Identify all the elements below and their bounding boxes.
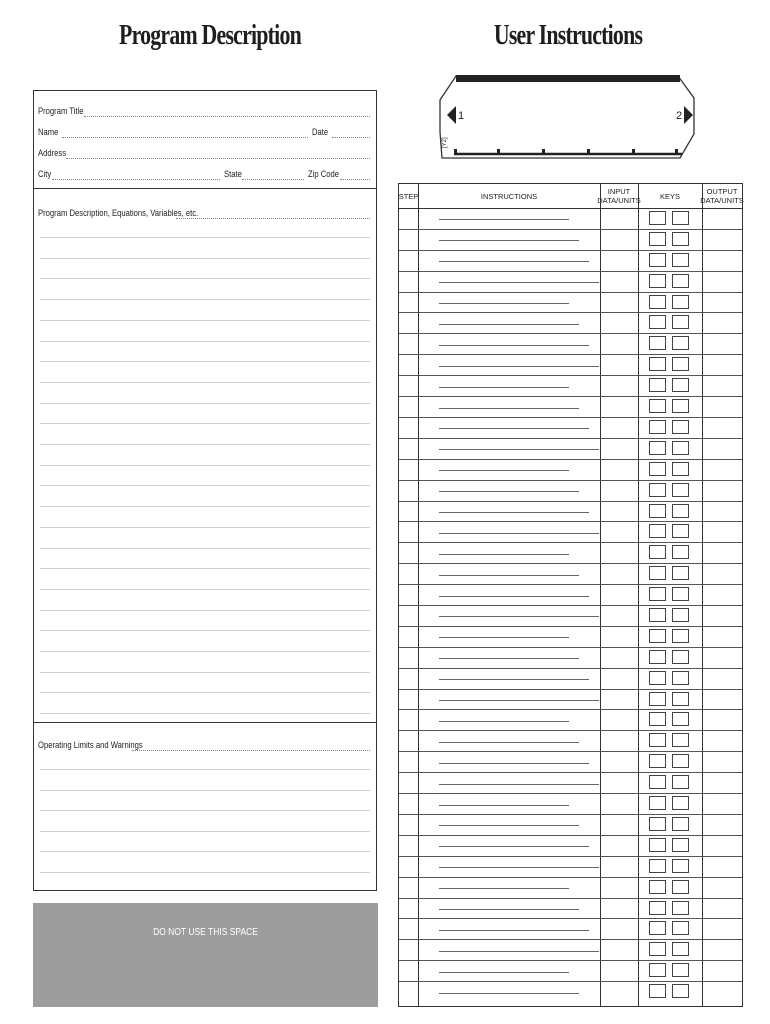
card-side-2: 2 (676, 110, 683, 122)
table-row-divider (399, 354, 742, 355)
instruction-line (439, 428, 589, 429)
instruction-line (439, 972, 569, 973)
key-box[interactable] (649, 901, 666, 915)
key-box[interactable] (649, 274, 666, 288)
instruction-line (439, 219, 569, 220)
instruction-line (439, 575, 579, 576)
description-line (40, 506, 370, 507)
instruction-line (439, 951, 599, 952)
key-box[interactable] (649, 650, 666, 664)
key-box[interactable] (649, 671, 666, 685)
table-row-divider (399, 542, 742, 543)
header-divider (399, 208, 742, 209)
key-box[interactable] (649, 692, 666, 706)
table-row-divider (399, 856, 742, 857)
key-box[interactable] (672, 274, 689, 288)
instruction-line (439, 408, 579, 409)
instruction-line (439, 324, 579, 325)
description-line (40, 341, 370, 342)
limits-line (40, 831, 370, 832)
key-box[interactable] (649, 984, 666, 998)
table-row-divider (399, 250, 742, 251)
instruction-line (439, 637, 569, 638)
table-row-divider (399, 501, 742, 502)
key-box[interactable] (649, 336, 666, 350)
limits-line (40, 790, 370, 791)
key-box[interactable] (672, 441, 689, 455)
key-box[interactable] (672, 504, 689, 518)
col-step-header: STEP (398, 191, 419, 201)
description-line (40, 444, 370, 445)
instruction-line (439, 240, 579, 241)
key-box[interactable] (672, 357, 689, 371)
key-box[interactable] (649, 733, 666, 747)
table-row-divider (399, 835, 742, 836)
description-line (40, 423, 370, 424)
zip-label: Zip Code (308, 169, 340, 179)
city-field[interactable] (52, 179, 220, 180)
instruction-line (439, 888, 569, 889)
instruction-line (439, 616, 599, 617)
description-line (40, 568, 370, 569)
instruction-line (439, 763, 589, 764)
key-box[interactable] (649, 253, 666, 267)
key-box[interactable] (672, 712, 689, 726)
key-box[interactable] (672, 524, 689, 538)
key-box[interactable] (649, 378, 666, 392)
instruction-line (439, 387, 569, 388)
key-box[interactable] (672, 901, 689, 915)
state-field[interactable] (242, 179, 304, 180)
key-box[interactable] (649, 545, 666, 559)
instruction-line (439, 282, 599, 283)
key-box[interactable] (672, 984, 689, 998)
description-line (40, 278, 370, 279)
key-box[interactable] (672, 629, 689, 643)
col-instructions-header: INSTRUCTIONS (480, 191, 538, 201)
program-title-field[interactable] (84, 116, 370, 117)
key-box[interactable] (649, 796, 666, 810)
table-row-divider (399, 981, 742, 982)
key-box[interactable] (649, 942, 666, 956)
table-row-divider (399, 689, 742, 690)
table-row-divider (399, 709, 742, 710)
key-box[interactable] (672, 608, 689, 622)
key-box[interactable] (649, 232, 666, 246)
instruction-line (439, 449, 599, 450)
key-box[interactable] (672, 859, 689, 873)
key-box[interactable] (672, 483, 689, 497)
key-box[interactable] (649, 483, 666, 497)
key-box[interactable] (649, 399, 666, 413)
description-line (40, 485, 370, 486)
table-row-divider (399, 563, 742, 564)
description-first-line (176, 218, 370, 219)
instruction-line (439, 554, 569, 555)
table-row-divider (399, 960, 742, 961)
description-line (40, 672, 370, 673)
table-row-divider (399, 480, 742, 481)
key-box[interactable] (672, 796, 689, 810)
key-box[interactable] (649, 420, 666, 434)
instruction-line (439, 533, 599, 534)
key-box[interactable] (672, 587, 689, 601)
key-box[interactable] (672, 963, 689, 977)
table-row-divider (399, 312, 742, 313)
limits-line (40, 810, 370, 811)
key-box[interactable] (649, 629, 666, 643)
table-row-divider (399, 772, 742, 773)
instruction-table (398, 183, 743, 1007)
key-box[interactable] (649, 357, 666, 371)
instruction-line (439, 366, 599, 367)
key-box[interactable] (672, 462, 689, 476)
instruction-line (439, 909, 579, 910)
step-divider (418, 184, 419, 1006)
instruction-line (439, 261, 589, 262)
key-box[interactable] (649, 754, 666, 768)
key-box[interactable] (672, 921, 689, 935)
table-row-divider (399, 521, 742, 522)
key-box[interactable] (672, 880, 689, 894)
table-row-divider (399, 438, 742, 439)
name-field[interactable] (62, 137, 308, 138)
description-line (40, 651, 370, 652)
col-output-header: OUTPUT DATA/UNITS (700, 187, 744, 205)
table-row-divider (399, 730, 742, 731)
table-row-divider (399, 459, 742, 460)
key-box[interactable] (649, 315, 666, 329)
key-box[interactable] (649, 441, 666, 455)
input-divider (638, 184, 639, 1006)
description-line (40, 713, 370, 714)
col-input-header: INPUT DATA/UNITS (597, 187, 641, 205)
key-box[interactable] (672, 754, 689, 768)
table-row-divider (399, 751, 742, 752)
key-box[interactable] (649, 817, 666, 831)
date-label: Date (312, 127, 329, 137)
key-box[interactable] (672, 817, 689, 831)
key-box[interactable] (672, 566, 689, 580)
limits-label: Operating Limits and Warnings (38, 740, 143, 750)
key-box[interactable] (649, 963, 666, 977)
description-line (40, 548, 370, 549)
program-title-label: Program Title (38, 106, 84, 116)
table-row-divider (399, 271, 742, 272)
program-info-section (33, 90, 377, 189)
instruction-line (439, 742, 579, 743)
description-line (40, 258, 370, 259)
description-line (40, 382, 370, 383)
key-box[interactable] (672, 336, 689, 350)
description-line (40, 630, 370, 631)
key-box[interactable] (672, 671, 689, 685)
instruction-line (439, 867, 599, 868)
address-field[interactable] (66, 158, 370, 159)
description-line (40, 692, 370, 693)
limits-first-line (132, 750, 370, 751)
key-box[interactable] (649, 712, 666, 726)
key-box[interactable] (672, 650, 689, 664)
table-row-divider (399, 647, 742, 648)
card-side-1: 1 (458, 110, 465, 122)
key-box[interactable] (672, 942, 689, 956)
table-row-divider (399, 292, 742, 293)
instructions-divider (600, 184, 601, 1006)
table-row-divider (399, 396, 742, 397)
key-box[interactable] (649, 566, 666, 580)
key-box[interactable] (672, 692, 689, 706)
instruction-line (439, 993, 579, 994)
key-box[interactable] (649, 880, 666, 894)
description-line (40, 527, 370, 528)
table-row-divider (399, 939, 742, 940)
description-line (40, 465, 370, 466)
key-box[interactable] (672, 232, 689, 246)
table-row-divider (399, 229, 742, 230)
key-box[interactable] (672, 315, 689, 329)
user-instructions-heading: User Instructions (493, 20, 643, 51)
table-row-divider (399, 417, 742, 418)
limits-line (40, 769, 370, 770)
instruction-line (439, 784, 599, 785)
name-label: Name (38, 127, 59, 137)
instruction-line (439, 470, 569, 471)
instruction-line (439, 491, 579, 492)
key-box[interactable] (672, 295, 689, 309)
instruction-line (439, 303, 569, 304)
key-box[interactable] (672, 838, 689, 852)
key-box[interactable] (649, 859, 666, 873)
table-row-divider (399, 793, 742, 794)
table-row-divider (399, 333, 742, 334)
instruction-line (439, 345, 589, 346)
instruction-line (439, 512, 589, 513)
magnetic-card-graphic (436, 72, 700, 164)
program-description-heading: Program Description (119, 20, 301, 51)
key-box[interactable] (649, 608, 666, 622)
instruction-line (439, 846, 589, 847)
description-line (40, 589, 370, 590)
instruction-line (439, 700, 599, 701)
key-box[interactable] (649, 211, 666, 225)
key-box[interactable] (649, 524, 666, 538)
instruction-line (439, 805, 569, 806)
keys-divider (702, 184, 703, 1006)
date-field[interactable] (332, 137, 370, 138)
table-row-divider (399, 584, 742, 585)
table-row-divider (399, 814, 742, 815)
key-box[interactable] (672, 211, 689, 225)
col-keys-header: KEYS (659, 191, 680, 201)
key-box[interactable] (649, 295, 666, 309)
key-box[interactable] (649, 775, 666, 789)
state-label: State (224, 169, 242, 179)
description-line (40, 610, 370, 611)
key-box[interactable] (649, 462, 666, 476)
program-description-section[interactable] (33, 188, 377, 723)
key-box[interactable] (672, 733, 689, 747)
address-label: Address (38, 148, 67, 158)
key-box[interactable] (649, 587, 666, 601)
key-box[interactable] (672, 378, 689, 392)
key-box[interactable] (672, 420, 689, 434)
key-box[interactable] (672, 545, 689, 559)
operating-limits-section[interactable] (33, 722, 377, 891)
limits-line (40, 872, 370, 873)
city-label: City (38, 169, 52, 179)
description-label: Program Description, Equations, Variables, etc. (38, 208, 199, 218)
instruction-line (439, 721, 569, 722)
description-line (40, 361, 370, 362)
key-box[interactable] (672, 775, 689, 789)
description-line (40, 299, 370, 300)
do-not-use-label: DO NOT USE THIS SPACE (153, 927, 258, 938)
description-line (40, 237, 370, 238)
table-row-divider (399, 877, 742, 878)
description-line (40, 320, 370, 321)
table-row-divider (399, 375, 742, 376)
instruction-line (439, 930, 589, 931)
table-row-divider (399, 668, 742, 669)
description-line (40, 403, 370, 404)
limits-line (40, 851, 370, 852)
key-box[interactable] (672, 253, 689, 267)
table-row-divider (399, 898, 742, 899)
instruction-line (439, 679, 589, 680)
instruction-line (439, 825, 579, 826)
instruction-line (439, 596, 589, 597)
table-row-divider (399, 605, 742, 606)
do-not-use-area (33, 903, 378, 1007)
key-box[interactable] (649, 838, 666, 852)
key-box[interactable] (672, 399, 689, 413)
table-row-divider (399, 626, 742, 627)
key-box[interactable] (649, 504, 666, 518)
table-row-divider (399, 918, 742, 919)
key-box[interactable] (649, 921, 666, 935)
zip-field[interactable] (340, 179, 370, 180)
instruction-line (439, 658, 579, 659)
card-corner-label: [Y2] (442, 137, 448, 148)
